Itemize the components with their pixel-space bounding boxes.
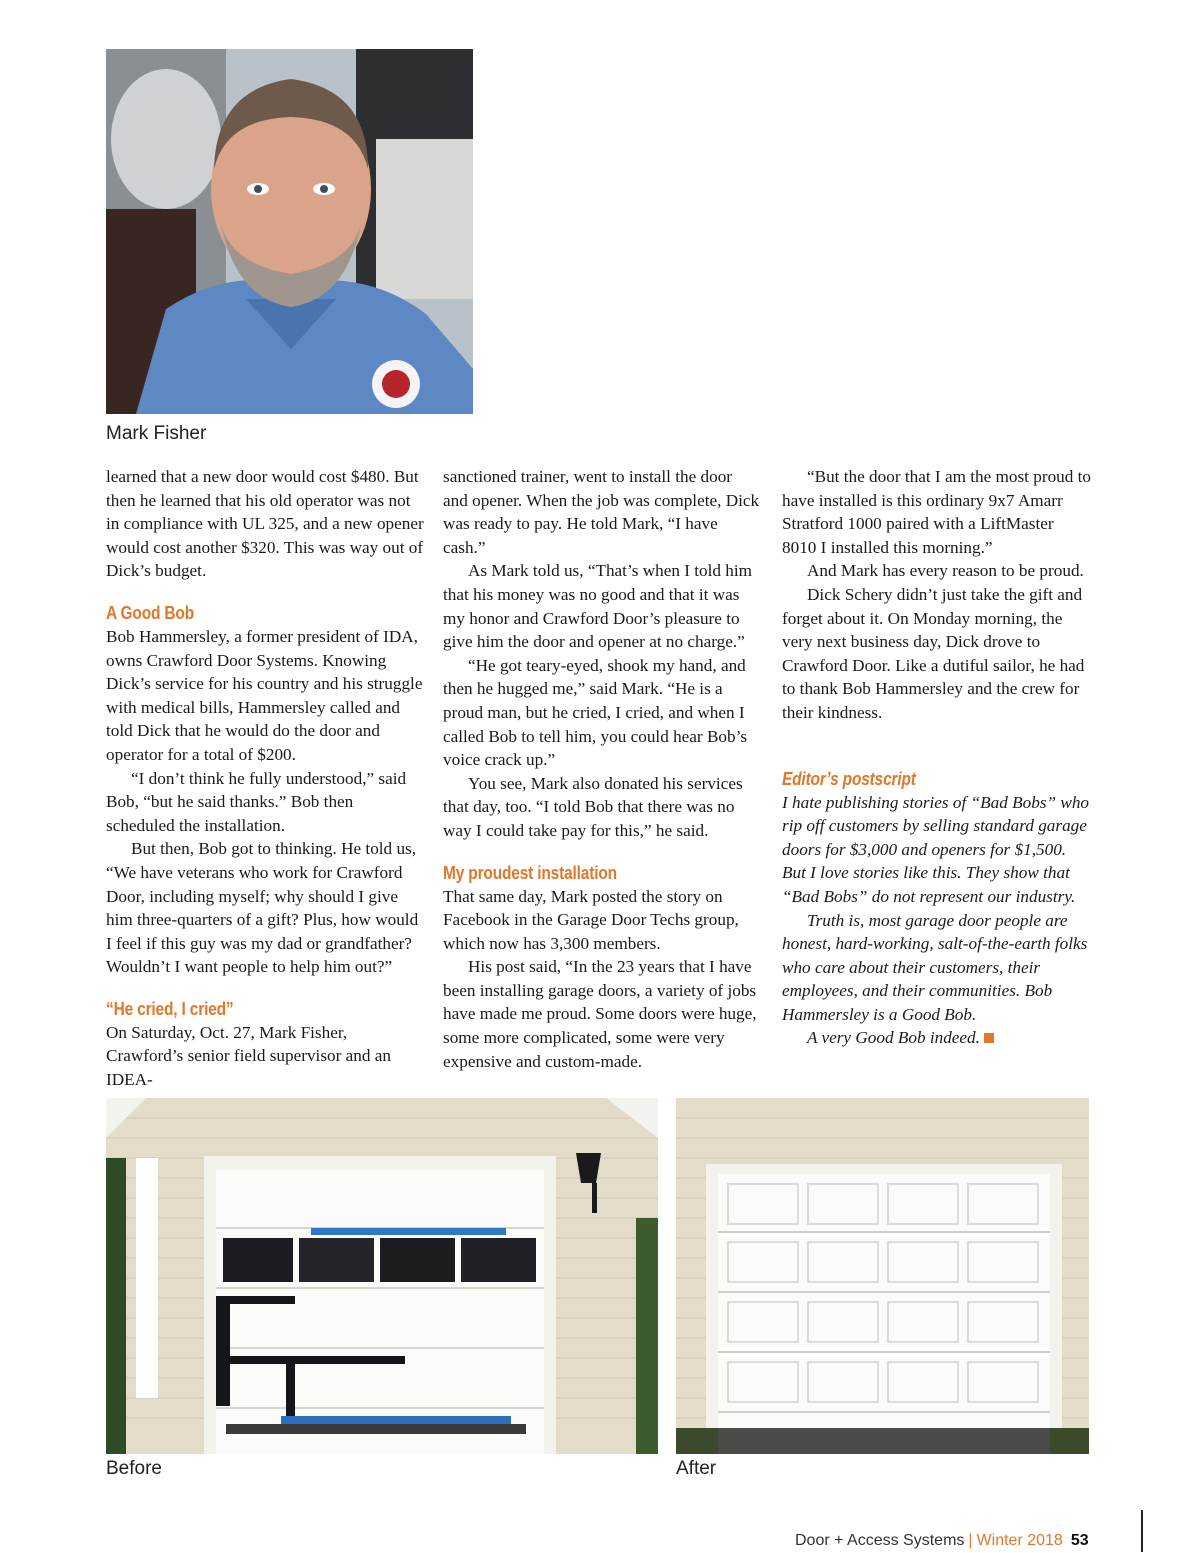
before-garage-illustration [106, 1098, 658, 1454]
paragraph: learned that a new door would cost $480. But then he learned that his old operator was not in compliance with UL 325, and a new opener would cost another $320. This was way out of Dick’s budget. [106, 467, 424, 581]
paragraph: I hate publishing stories of “Bad Bobs” who rip off customers by selling standard garage doors for $3,000 and openers for $1,500. But I love stories like this. They show that “Bad Bobs” do not represent our industry. [782, 792, 1090, 906]
before-caption: Before [106, 1458, 162, 1479]
after-caption: After [676, 1458, 717, 1479]
portrait-caption: Mark Fisher [106, 423, 207, 444]
paragraph: That same day, Mark posted the story on Facebook in the Garage Door Techs group, which now has 3,300 members. [443, 886, 739, 953]
page-footer [795, 1532, 1089, 1550]
article-column-2 [443, 465, 761, 1073]
portrait-illustration [106, 49, 473, 414]
closing-line: A very Good Bob indeed. [807, 1028, 980, 1048]
after-garage-illustration [676, 1098, 1089, 1454]
paragraph: His post said, “In the 23 years that I have been installing garage doors, a variety of jobs have made me proud. Some doors were huge, some more complicated, some were very expensive and custom-made. [443, 957, 757, 1071]
page-number: 53 [1070, 1532, 1089, 1549]
paragraph: On Saturday, Oct. 27, Mark Fisher, Crawford’s senior field supervisor and an IDEA- [106, 1022, 391, 1090]
section-heading: “He cried, I cried” [106, 998, 234, 1019]
paragraph: As Mark told us, “That’s when I told him that his money was no good and that it was my honor and Crawford Door’s pleasure to give him the door and opener at no charge.” [443, 561, 753, 652]
end-mark-icon [984, 1033, 994, 1043]
section-heading: My proudest installation [443, 862, 617, 883]
paragraph: Truth is, most garage door people are honest, hard-working, salt-of-the-earth folks who care about their customers, their employees, and their communities. Bob Hammersley is a Good Bob. [782, 910, 1088, 1024]
paragraph: “I don’t think he fully understood,” said Bob, “but he said thanks.” Bob then scheduled the installation. [106, 768, 407, 835]
article-column-3 [782, 465, 1092, 1050]
article-column-1 [106, 465, 424, 1092]
portrait-photo [106, 49, 473, 414]
paragraph: And Mark has every reason to be proud. [807, 561, 1084, 581]
footer-rule [1141, 1510, 1143, 1552]
issue-label: Winter 2018 [976, 1532, 1063, 1549]
section-heading: Editor’s postscript [782, 768, 916, 789]
paragraph: But then, Bob got to thinking. He told us, “We have veterans who work for Crawford Door, including myself; why should I give him three-quarters of a gift? Plus, how would I feel if this guy was my dad or grandfather? Wouldn’t I want people to help him out?” [106, 839, 419, 977]
paragraph: “But the door that I am the most proud to have installed is this ordinary 9x7 Amarr Stratford 1000 paired with a LiftMaster 8010 I installed this morning.” [782, 467, 1092, 557]
section-heading: A Good Bob [106, 602, 194, 623]
after-photo [676, 1098, 1089, 1454]
footer-separator: | [968, 1532, 973, 1549]
paragraph: You see, Mark also donated his services that day, too. “I told Bob that there was no way I could take pay for this,” he said. [443, 773, 743, 840]
paragraph: Dick Schery didn’t just take the gift and forget about it. On Monday morning, the very next business day, Dick drove to Crawford Door. Like a dutiful sailor, he had to thank Bob Hammersley and the crew for their kindness. [782, 584, 1085, 722]
before-photo [106, 1098, 658, 1454]
publication-name: Door + Access Systems [795, 1532, 965, 1549]
paragraph [782, 1026, 1092, 1050]
paragraph: “He got teary-eyed, shook my hand, and then he hugged me,” said Mark. “He is a proud man, but he cried, I cried, and when I called Bob to tell him, you could hear Bob’s voice crack up.” [443, 655, 748, 770]
paragraph: Bob Hammersley, a former president of IDA, owns Crawford Door Systems. Knowing Dick’s service for his country and his struggle with medical bills, Hammersley called and told Dick that he would do the door and operator for a total of $200. [106, 626, 423, 764]
paragraph: sanctioned trainer, went to install the door and opener. When the job was complete, Dick was ready to pay. He told Mark, “I have cash.” [443, 467, 760, 557]
